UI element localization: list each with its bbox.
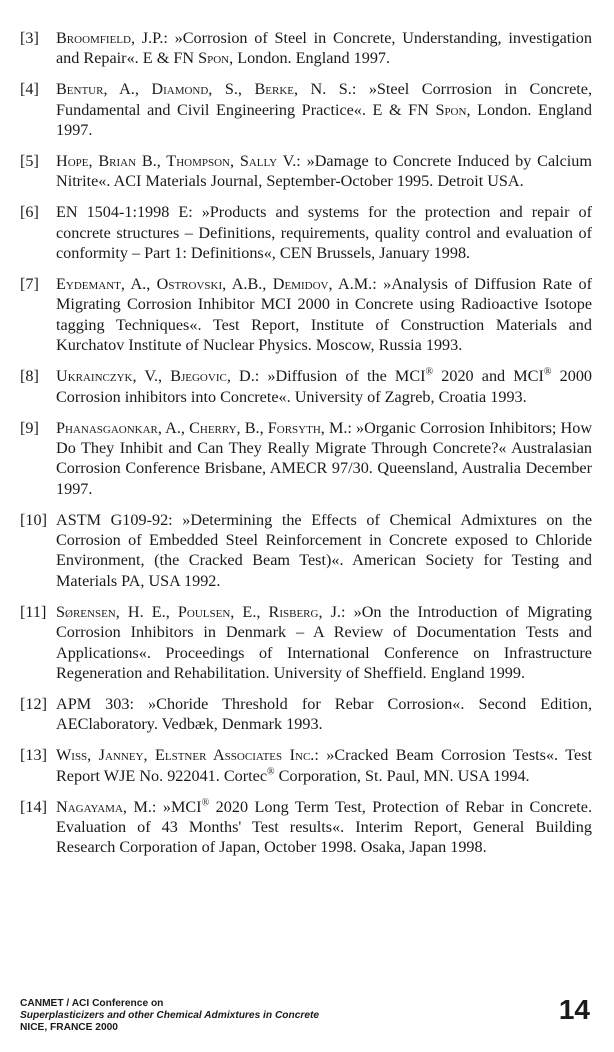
reference-text: Eydemant, A., Ostrovski, A.B., Demidov, A.M.: »Analysis of Diffusion Rate of Migrating Corrosion Inhibitor MCI 2000 in Concrete using Radioactive Isotope tagging Techniques«. Test Report, Institute of Construction Materials and Kurchatov Institute of Nuclear Physics. Moscow, Russia 1993. — [56, 275, 593, 355]
reference-text: Wiss, Janney, Elstner Associates Inc.: »Cracked Beam Corrosion Tests«. Test Report WJE No. 922041. Cortec® Corporation, St. Paul, MN. USA 1994. — [56, 746, 592, 785]
reference-item — [20, 274, 592, 356]
reference-text: Bentur, A., Diamond, S., Berke, N. S.: »Steel Corrrosion in Concrete, Fundamental and Civil Engineering Practice«. E & FN Spon, London. England 1997. — [56, 80, 593, 140]
conference-footer — [20, 998, 319, 1035]
reference-number: [8] — [20, 367, 39, 386]
reference-item — [20, 745, 592, 786]
reference-number: [12] — [20, 694, 47, 713]
reference-authors: Eydemant, A., Ostrovski, A.B., Demidov, A.M.: — [56, 275, 377, 294]
reference-text: Broomfield, J.P.: »Corrosion of Steel in Concrete, Understanding, investigation and Repair«. E & FN Spon, London. England 1997. — [56, 29, 592, 68]
reference-authors: Nagayama, M.: — [56, 797, 157, 816]
reference-number: [5] — [20, 152, 39, 171]
reference-number: [6] — [20, 203, 39, 222]
reference-item — [20, 510, 592, 592]
page-number: 14 — [558, 994, 590, 1025]
reference-authors: Wiss, Janney, Elstner Associates Inc.: — [56, 746, 319, 765]
reference-number: [7] — [20, 275, 39, 294]
reference-number: [14] — [20, 797, 47, 816]
reference-item — [20, 151, 592, 192]
reference-authors: Ukrainczyk, V., Bjegovic, D.: — [56, 367, 260, 386]
footer-line-2: Superplasticizers and other Chemical Admixtures in Concrete — [20, 1010, 320, 1022]
reference-authors: Bentur, A., Diamond, S., Berke, N. S.: — [56, 80, 357, 99]
reference-authors: Hope, Brian B., Thompson, Sally V.: — [56, 152, 301, 171]
reference-number: [10] — [20, 510, 47, 529]
reference-number: [9] — [20, 418, 39, 437]
reference-text: Ukrainczyk, V., Bjegovic, D.: »Diffusion of the MCI® 2020 and MCI® 2000 Corrosion inhibitors into Concrete«. University of Zagreb, Croatia 1993. — [56, 366, 592, 406]
reference-number: [11] — [20, 602, 47, 621]
reference-number: [3] — [20, 29, 39, 47]
footer-line-1: CANMET / ACI Conference on — [20, 998, 164, 1009]
reference-item — [20, 366, 592, 407]
reference-item — [20, 28, 592, 69]
reference-item — [20, 602, 592, 684]
footer-line-3: NICE, FRANCE 2000 — [20, 1022, 118, 1034]
reference-item — [20, 797, 592, 858]
reference-item — [20, 202, 592, 263]
reference-text: APM 303: »Choride Threshold for Rebar Corrosion«. Second Edition, AEClaboratory. Vedbæk, Denmark 1993. — [56, 694, 592, 734]
reference-number: [4] — [20, 80, 39, 99]
reference-text: Nagayama, M.: »MCI® 2020 Long Term Test, Protection of Rebar in Concrete. Evaluation of 43 Months' Test results«. Interim Report, General Building Research Corporation of Japan, October 1998. Osaka, Japan 1998. — [56, 797, 592, 857]
reference-text: Phanasgaonkar, A., Cherry, B., Forsyth, M.: »Organic Corrosion Inhibitors; How Do They Inhibit and Can They Really Migrate Through Concrete?« Australasian Corrosion Conference Brisbane, AMECR 97/30. Queensland, Australia December 1997. — [56, 418, 593, 498]
reference-item — [20, 694, 592, 735]
reference-text: EN 1504-1:1998 E: »Products and systems for the protection and repair of concrete structures – Definitions, requirements, quality control and evaluation of conformity – Part 1: Definitions«, CEN Brussels, January 1998. — [56, 203, 592, 263]
reference-text: Hope, Brian B., Thompson, Sally V.: »Damage to Concrete Induced by Calcium Nitrite«. ACI Materials Journal, September-October 1995. Detroit USA. — [56, 152, 592, 191]
reference-text: ASTM G109-92: »Determining the Effects of Chemical Admixtures on the Corrosion of Embedded Steel Reinforcement in Concrete exposed to Chloride Environment, (the Cracked Beam Test)«. American Society for Testing and Materials PA, USA 1992. — [56, 510, 592, 590]
reference-authors: Sørensen, H. E., Poulsen, E., Risberg, J.: — [56, 602, 346, 621]
reference-number: [13] — [20, 746, 47, 765]
reference-item — [20, 79, 592, 140]
reference-list — [20, 28, 592, 868]
reference-authors: Phanasgaonkar, A., Cherry, B., Forsyth, M.: — [56, 418, 352, 437]
reference-item — [20, 418, 592, 500]
reference-authors: Broomfield, J.P.: — [56, 29, 168, 47]
reference-text: Sørensen, H. E., Poulsen, E., Risberg, J.: »On the Introduction of Migrating Corrosion Inhibitors in Denmark – A Review of Documentation Tests and Applications«. Proceedings of International Conference on Infrastructure Regeneration and Rehabilitation. University of Sheffield. England 1999. — [56, 602, 592, 682]
